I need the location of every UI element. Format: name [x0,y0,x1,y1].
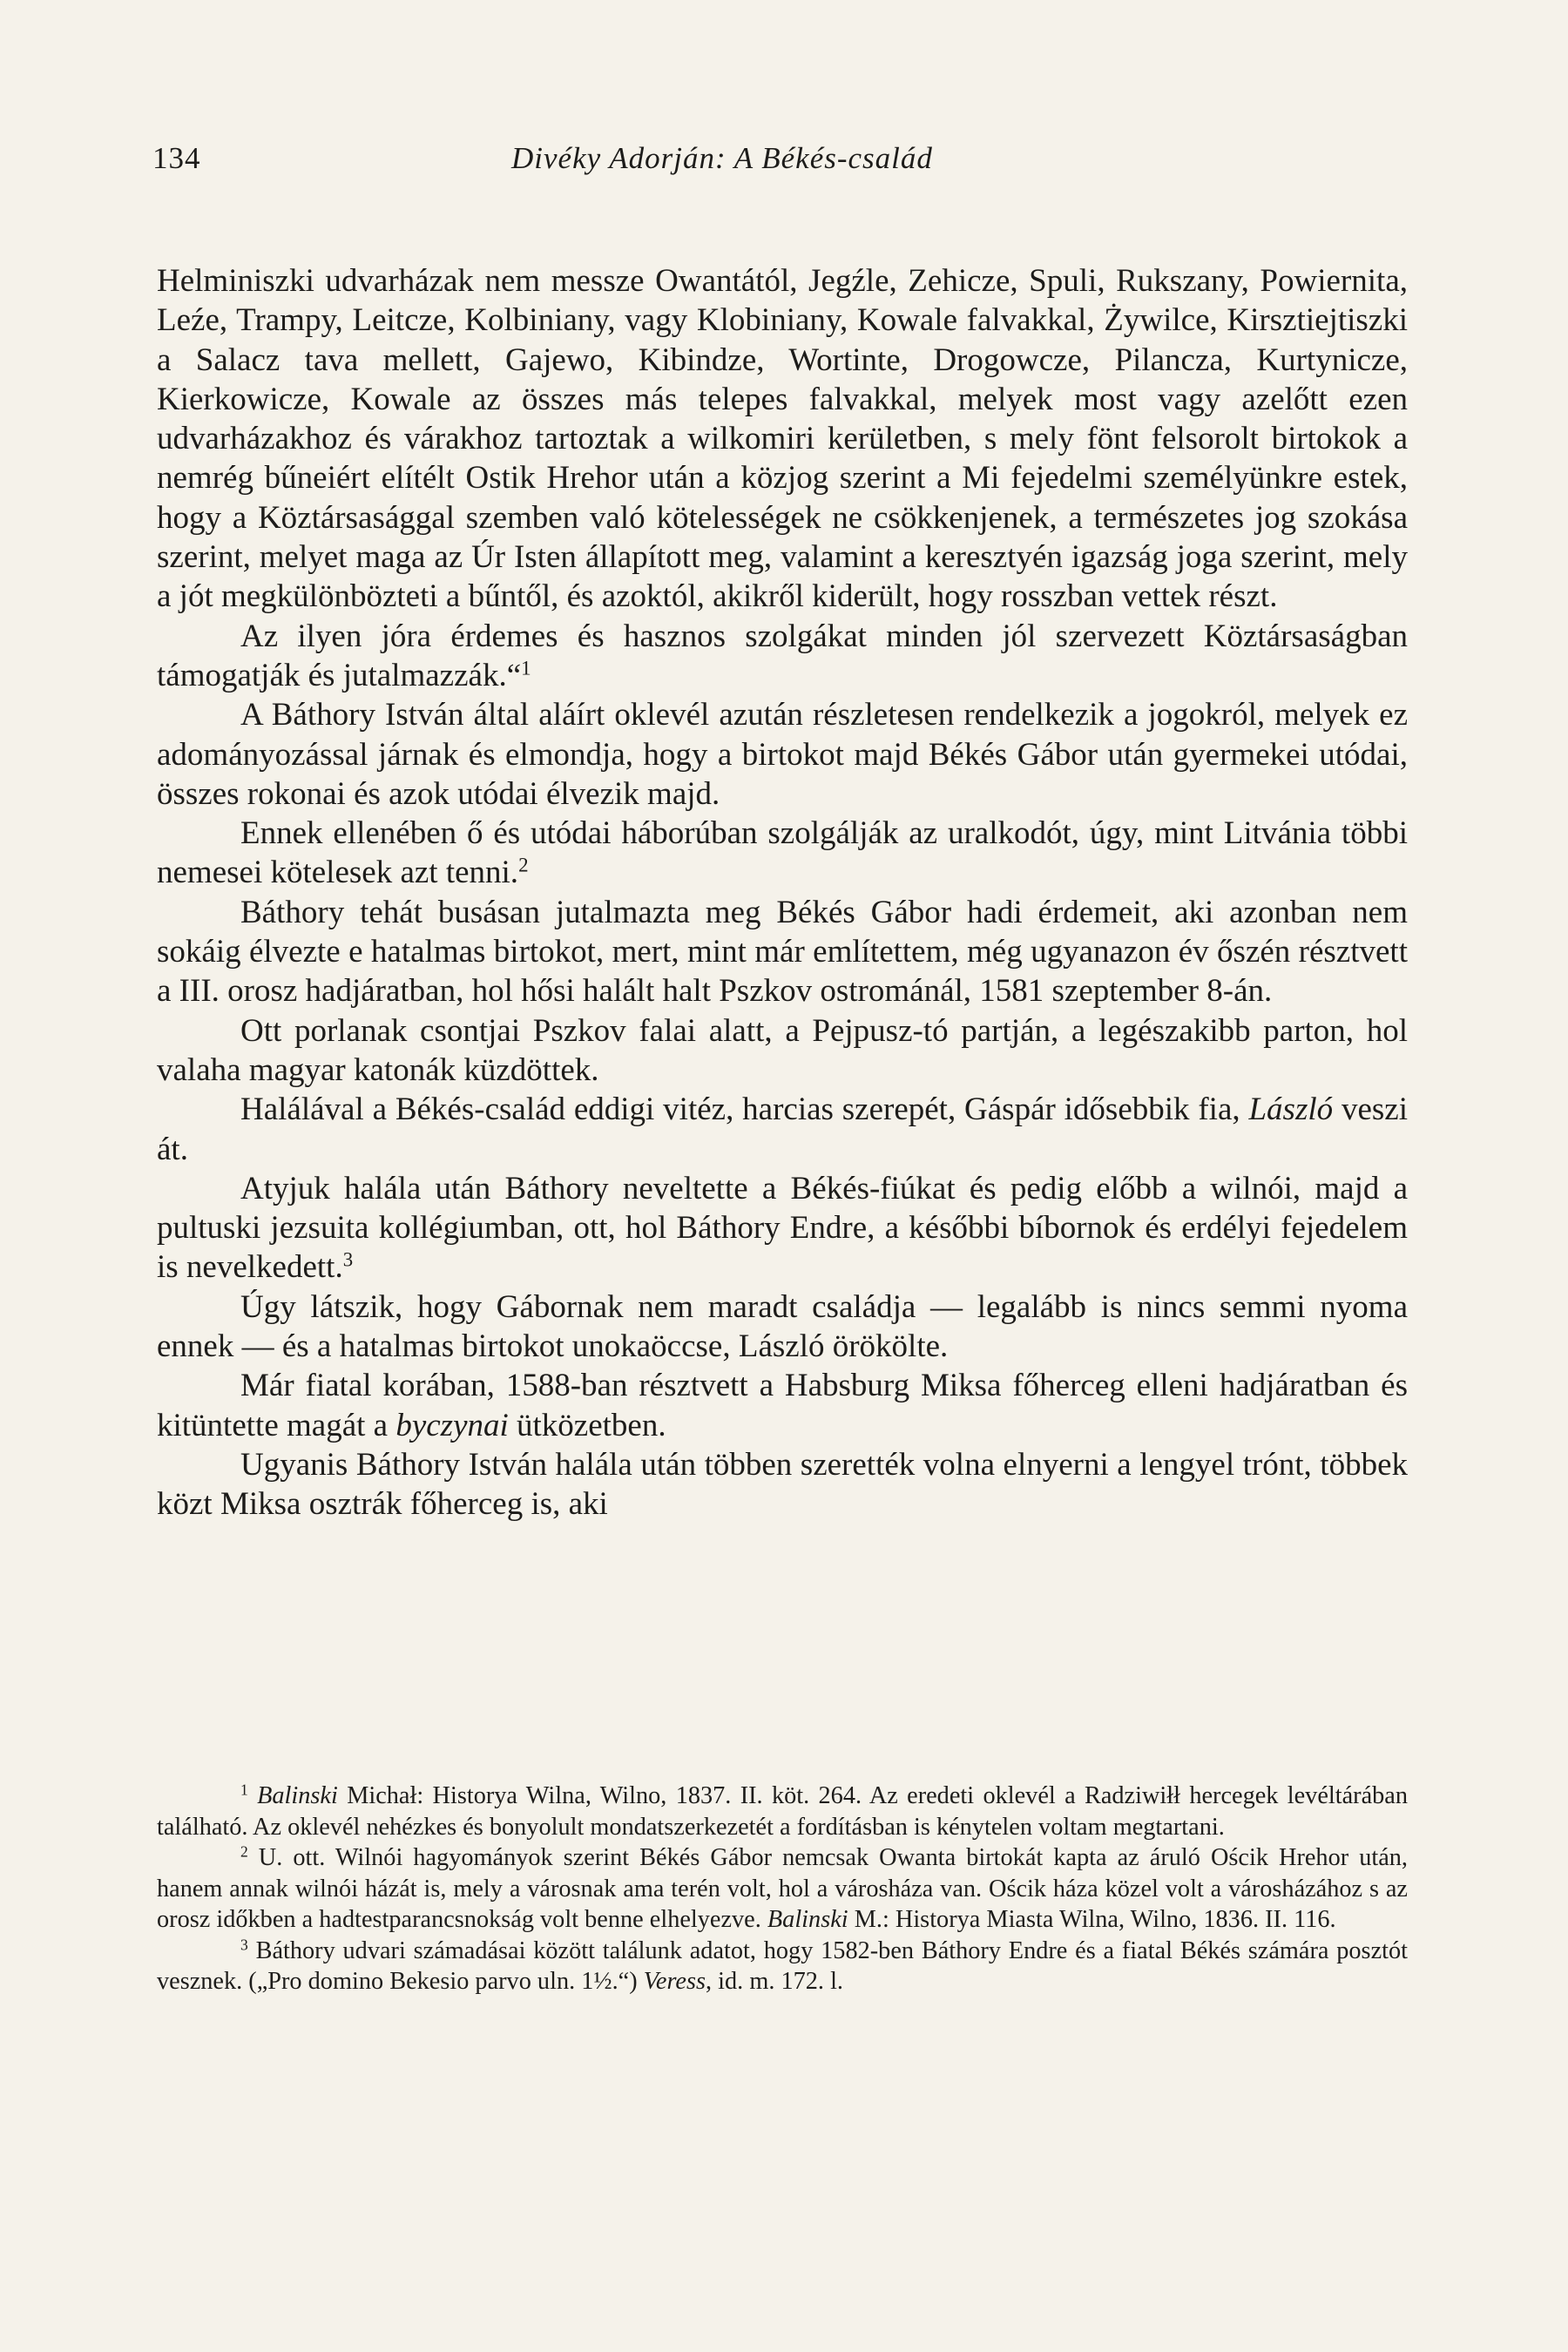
paragraph [157,261,1408,617]
footnote-author: Balinski [257,1782,338,1809]
footnote [157,1842,1408,1936]
paragraph-text: Atyjuk halála után Báthory neveltette a Békés-fiúkat és pedig előbb a wilnói, majd a pultuski jezsuita kollégiumban, ott, hol Báthory Endre, a későbbi bíbornok és erdélyi fejedelem is nevelkedett. [157,1170,1408,1286]
paragraph-text: Halálával a Békés-család eddigi vitéz, harcias szerepét, Gáspár idősebbik fia, [240,1092,1249,1128]
footnotes [157,1781,1408,1997]
paragraph [157,617,1408,696]
italic-place: byczynai [395,1407,509,1443]
footnote-text: Báthory udvari számadásai között találunk adatot, hogy 1582-ben Báthory Endre és a fiatal Békés számára posztót vesznek. („Pro domino Bekesio parvo uln. 1½.“) [157,1936,1408,1995]
paragraph-text: Ugyanis Báthory István halála után többen szerették volna elnyerni a lengyel trónt, többek közt Miksa osztrák főherceg is, aki [157,1446,1408,1523]
paragraph-text: veszi át. [157,1092,1408,1167]
italic-name: László [1248,1092,1334,1128]
running-title: Divéky Adorján: A Békés-család [511,141,933,175]
page-number: 134 [152,141,201,175]
paragraph-text: A Báthory István által aláírt oklevél azután részletesen rendelkezik a jogokról, melyek ez adományozással járnak és elmondja, hogy a birtokot majd Békés Gábor után gyermekei utódai, összes rokonai és azok utódai élvezik majd. [157,697,1408,812]
footnote-ref: 3 [342,1248,354,1271]
paragraph [157,1445,1408,1524]
paragraph [157,695,1408,814]
paragraph-text: Ott porlanak csontjai Pszkov falai alatt, a Pejpusz-tó partján, a legészakibb parton, hol valaha magyar katonák küzdöttek. [157,1012,1408,1088]
footnote-ref: 1 [521,657,531,679]
paragraph-text: Úgy látszik, hogy Gábornak nem maradt családja — legalább is nincs semmi nyoma ennek — és a hatalmas birtokot unokaöccse, László örökölte. [157,1288,1408,1365]
paragraph [157,1169,1408,1288]
paragraph [157,893,1408,1011]
footnote-mark: 2 [240,1842,248,1861]
paragraph-text: Ennek ellenében ő és utódai háborúban szolgálják az uralkodót, úgy, mint Litvánia többi nemesei kötelesek azt tenni. [157,815,1408,891]
footnote-mark: 1 [240,1781,248,1799]
footnote-text: Michał: Historya Wilna, Wilno, 1837. II. köt. 264. Az eredeti oklevél a Radziwiłł hercegek levéltárában található. Az oklevél nehézkes és bonyolult mondatszerkezetét a fordításban is kénytelen voltam megtartani. [157,1782,1409,1841]
footnote-text: , id. m. 172. l. [706,1968,844,1995]
paragraph-text: Már fiatal korában, 1588-ban résztvett a Habsburg Miksa főherceg elleni hadjáratban és kitüntette magát a [157,1368,1408,1443]
paragraph [157,1288,1408,1367]
footnote-ref: 2 [518,854,529,876]
footnote-author: Veress [643,1968,706,1995]
footnote-text: M.: Historya Miasta Wilna, Wilno, 1836. II. 116. [848,1906,1336,1933]
footnote [157,1781,1408,1842]
footnote-text: U. ott. Wilnói hagyományok szerint Békés Gábor nemcsak Owanta birtokát kapta az áruló Ościk Hrehor után, hanem annak wilnói házát is, mely a városnak ama terén volt, hol a városháza van. Ościk háza közel volt a városházához s az orosz időkben a hadtestparancsnokság volt benne elhelyezve. [157,1844,1408,1933]
footnote-author: Balinski [767,1906,848,1933]
footnote [157,1936,1408,1997]
main-text [157,261,1408,1524]
paragraph-text: Helminiszki udvarházak nem messze Owantától, Jegźle, Zehicze, Spuli, Rukszany, Powiernita, Leźe, Trampy, Leitcze, Kolbiniany, vagy Klobiniany, Kowale falvakkal, Żywilce, Kirsztiejtiszki a Salacz tava mellett, Gajewo, Kibindze, Wortinte, Drogowcze, Pilancza, Kurtynicze, Kierkowicze, Kowale az összes más telepes falvakkal, melyek most vagy azelőtt ezen udvarházakhoz és várakhoz tartoztak a wilkomiri kerületben, s mely fönt felsorolt birtokok a nemrég bűneiért elítélt Ostik Hrehor után a közjog szerint a Mi fejedelmi személyünkre estek, hogy a Köztársasággal szemben való kötelességek ne csökkenjenek, a természetes jog szokása szerint, melyet maga az Úr Isten állapított meg, valamint a keresztyén igazság joga szerint, mely a jót megkülönbözteti a bűntől, és azoktól, akikről kiderült, hogy rosszban vettek részt. [157,263,1408,615]
paragraph [157,1366,1408,1445]
page-header [152,141,1407,185]
paragraph-text: ütközetben. [508,1407,666,1443]
paragraph-text: Báthory tehát busásan jutalmazta meg Békés Gábor hadi érdemeit, aki azonban nem sokáig élvezte e hatalmas birtokot, mert, mint már említettem, még ugyanazon év őszén résztvett a III. orosz hadjáratban, hol hősi halált halt Pszkov ostrománál, 1581 szeptember 8-án. [157,894,1408,1010]
paragraph [157,1090,1408,1169]
paragraph-text: Az ilyen jóra érdemes és hasznos szolgákat minden jól szervezett Köztársaságban támogatják és jutalmazzák.“ [157,618,1408,693]
footnote-mark: 3 [240,1935,248,1953]
paragraph [157,1011,1408,1091]
paragraph [157,814,1408,893]
